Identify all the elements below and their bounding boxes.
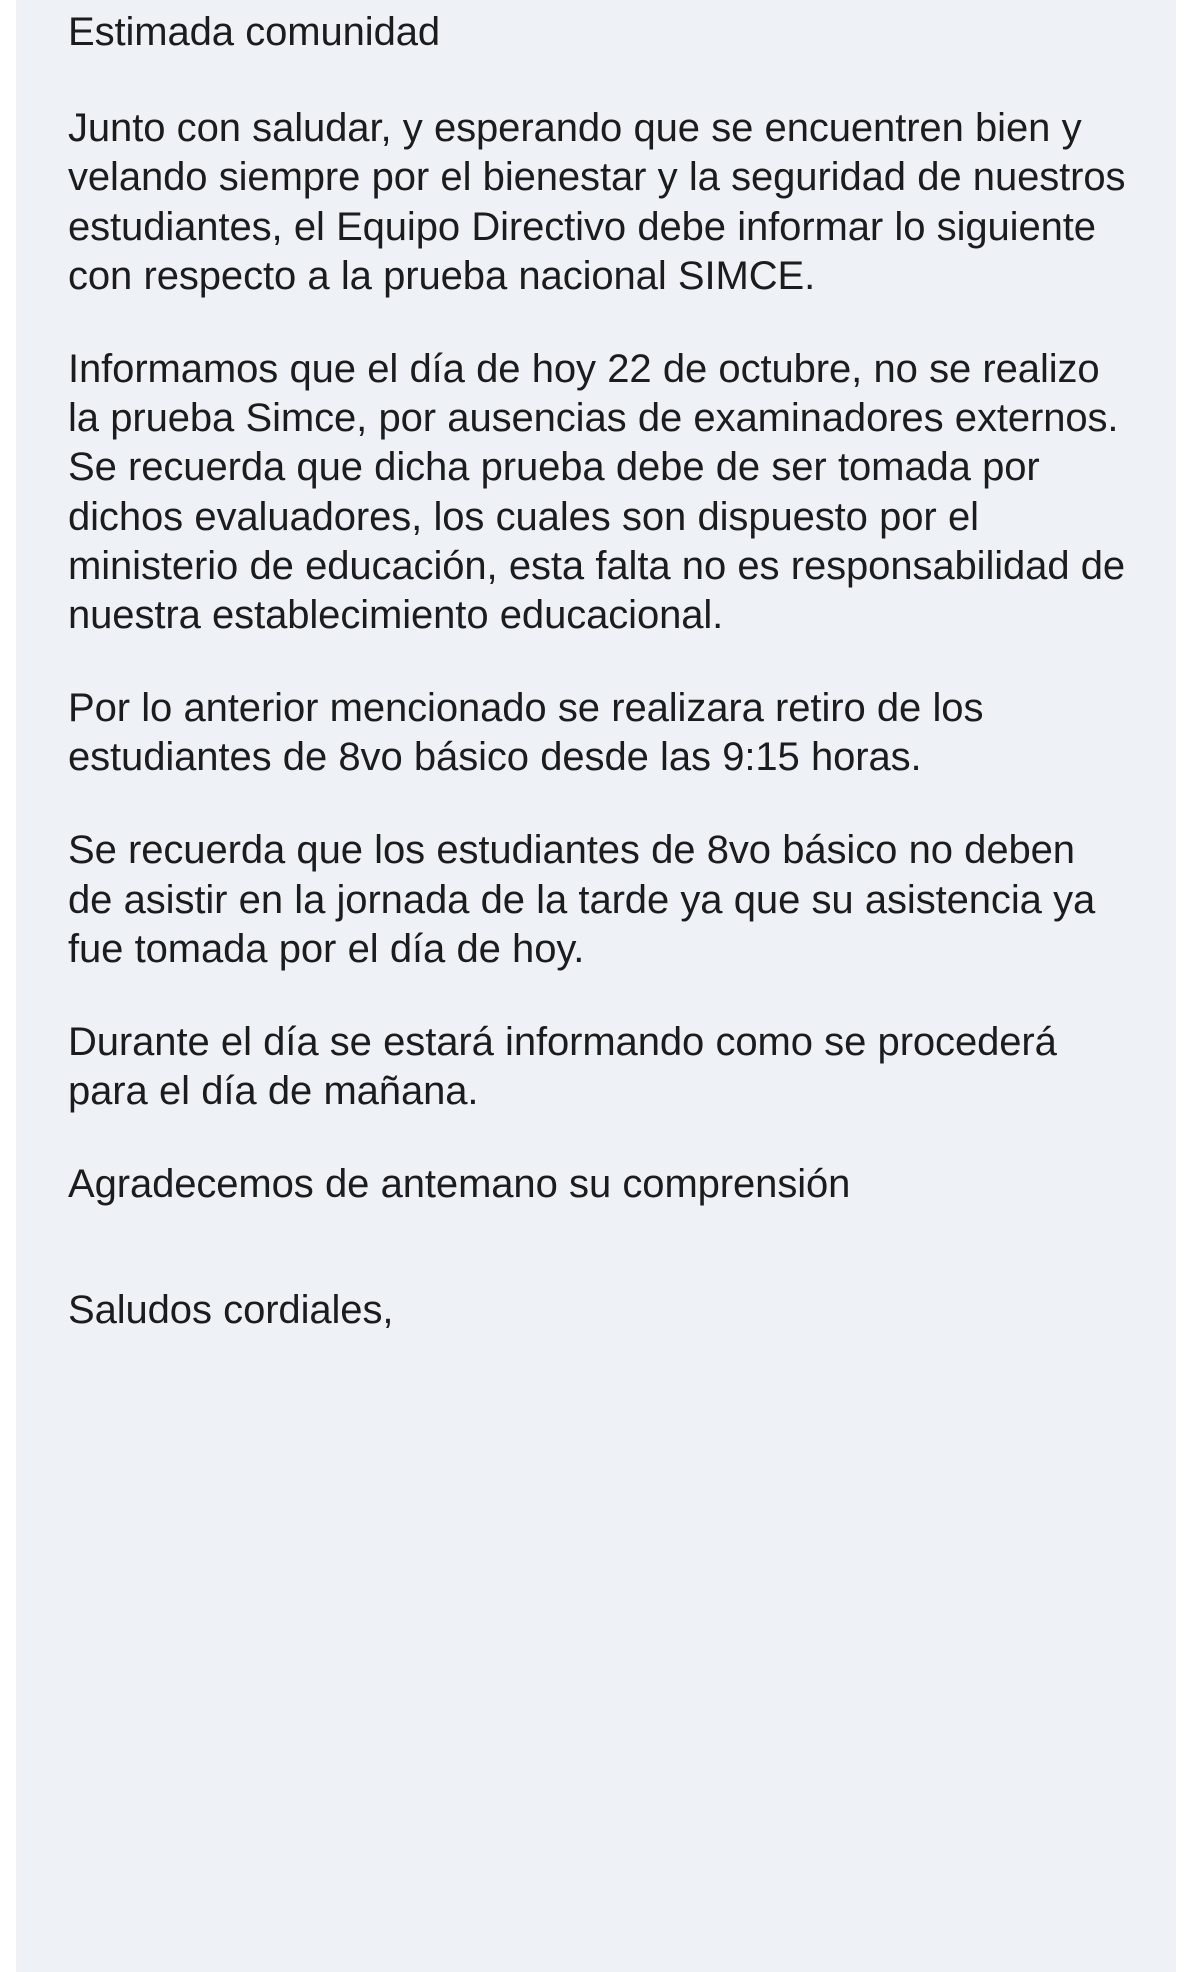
left-margin (0, 0, 16, 1972)
paragraph-signature: Saludos cordiales, (68, 1287, 394, 1332)
paragraph-retiro: Por lo anterior mencionado se realizara retiro de los estudiantes de 8vo básico desde las 9:15 horas. (68, 686, 984, 780)
paragraph-jornada-tarde: Se recuerda que los estudiantes de 8vo básico no deben de asistir en la jornada de la tarde ya que su asistencia ya fue tomada por el día de hoy. (68, 828, 1096, 971)
message-body (68, 0, 1128, 1335)
paragraph-agradecimiento: Agradecemos de antemano su comprensión (68, 1162, 851, 1207)
paragraph-informacion-manana: Durante el día se estará informando como se procederá para el día de mañana. (68, 1020, 1057, 1114)
paragraph-greeting: Estimada comunidad (68, 10, 441, 54)
paragraph-intro: Junto con saludar, y esperando que se encuentren bien y velando siempre por el bienestar y la seguridad de nuestros estudiantes, el Equipo Directivo debe informar lo siguiente con respecto a la prueba nacional SIMCE. (68, 106, 1126, 298)
message-sheet (16, 0, 1176, 1972)
paragraph-simce-info: Informamos que el día de hoy 22 de octubre, no se realizo la prueba Simce, por ausencias de examinadores externos. Se recuerda que dicha prueba debe de ser tomada por dichos evaluadores, los cuales son dispuesto por el ministerio de educación, esta falta no es responsabilidad de nuestra establecimiento educacional. (68, 346, 1126, 637)
right-margin (1176, 0, 1189, 1972)
